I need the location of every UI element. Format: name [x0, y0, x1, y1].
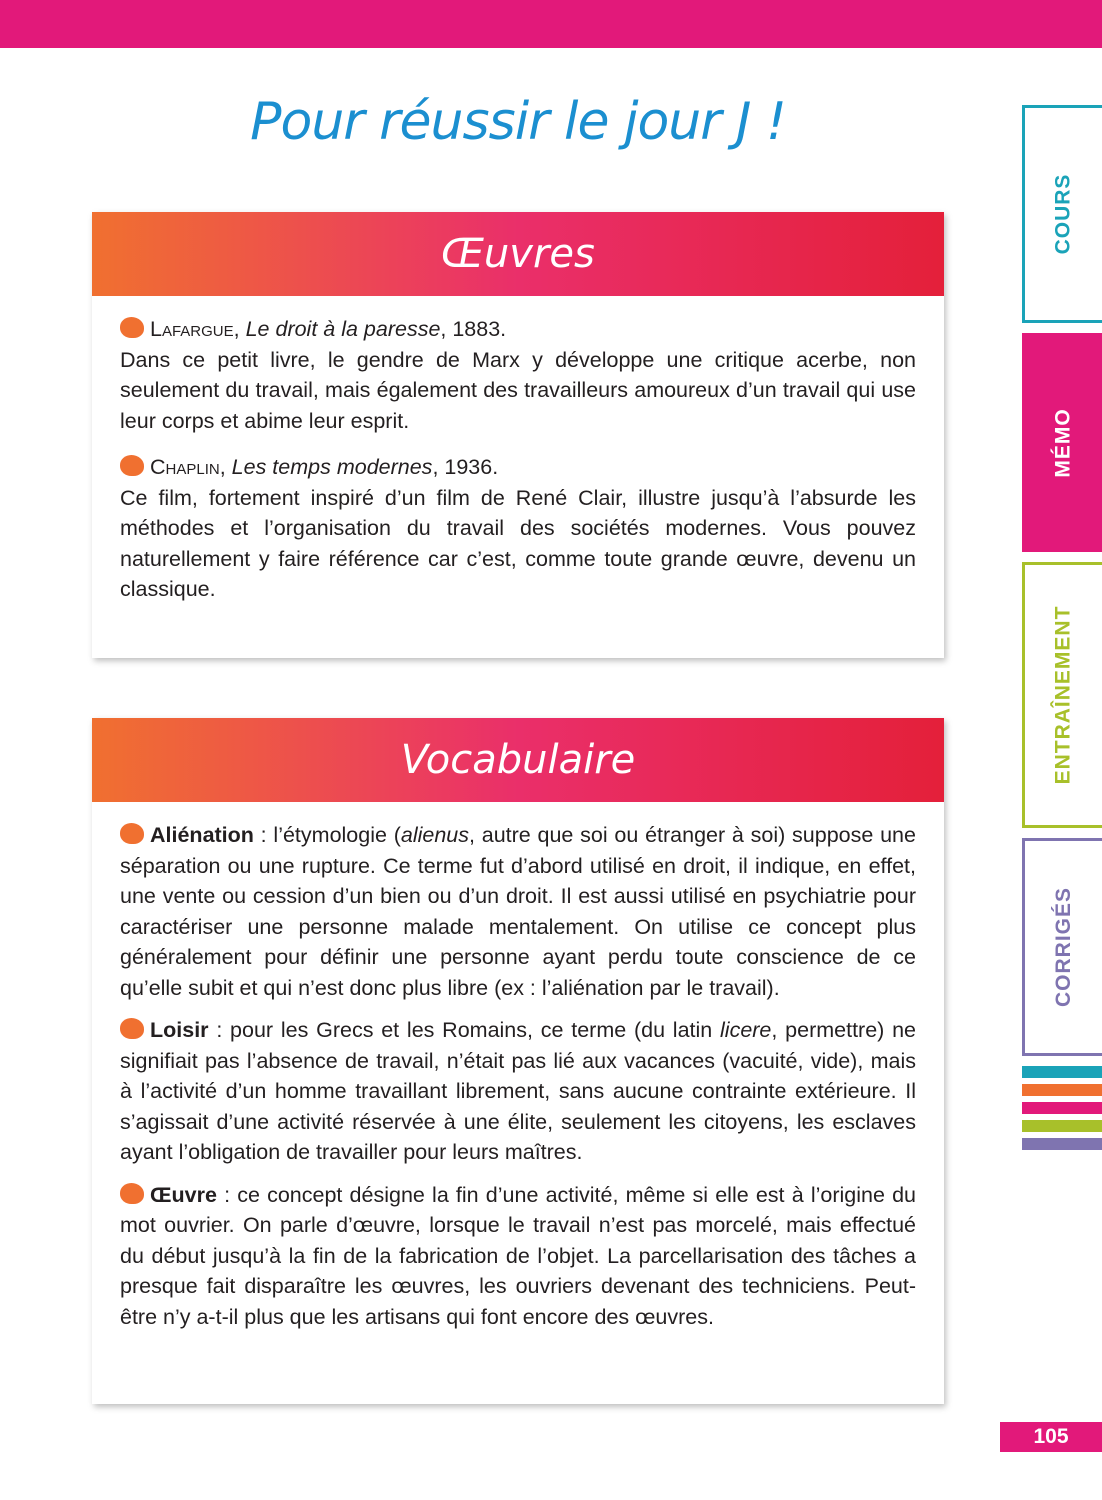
author: Chaplin	[150, 455, 220, 479]
term: Loisir	[150, 1018, 209, 1042]
description: Ce film, fortement inspiré d’un film de René Clair, illustre jusqu’à l’absurde les méthodes et l’organisation du travail des sociétés modernes. Vous pouvez naturellement y faire référence car c’est, comme toute grande œuvre, devenu un classique.	[120, 485, 916, 601]
year: , 1883.	[440, 317, 507, 341]
work-title: Le droit à la paresse	[245, 317, 441, 341]
tab-label: COURS	[1051, 173, 1075, 255]
oeuvres-box	[92, 212, 944, 658]
oeuvre-entry	[120, 452, 916, 605]
color-stripe	[1022, 1120, 1102, 1132]
definition: , autre que soi ou étranger à soi) suppose une séparation ou une rupture. Ce terme fut d’abord utilisé en droit, il indique, en effet, une vente ou cession d’un bien ou d’un droit. Il est aussi utilisé en psychiatrie pour caractériser une personne malade mentalement. On utilise ce concept plus généralement pour définir une personne ayant perdu toute conscience de ce qu’elle subit et qui n’est donc plus libre (ex : l’aliénation par le travail).	[120, 823, 916, 1000]
tab-label: CORRIGÉS	[1051, 886, 1075, 1008]
tab-corrigés[interactable]	[1022, 838, 1102, 1056]
tab-label: MÉMO	[1051, 407, 1075, 478]
vocabulaire-heading: Vocabulaire	[92, 718, 944, 802]
author: Lafargue	[150, 317, 234, 341]
tab-cours[interactable]	[1022, 105, 1102, 323]
bullet-icon	[120, 1183, 144, 1204]
separator: ,	[219, 455, 232, 479]
work-title: Les temps modernes	[231, 455, 433, 479]
vocab-entry	[120, 1180, 916, 1333]
vocab-entry	[120, 1015, 916, 1168]
color-stripe	[1022, 1102, 1102, 1114]
color-stripe	[1022, 1084, 1102, 1096]
definition: : l’étymologie (	[253, 823, 401, 847]
separator: ,	[233, 317, 246, 341]
term: Œuvre	[150, 1182, 217, 1207]
year: , 1936.	[432, 455, 499, 479]
oeuvre-entry	[120, 314, 916, 436]
top-color-bar	[0, 0, 1102, 48]
tab-label: ENTRAÎNEMENT	[1051, 605, 1075, 785]
tab-mémo[interactable]	[1022, 333, 1102, 552]
page-number: 105	[1000, 1422, 1102, 1452]
bullet-icon	[120, 455, 144, 476]
latin-word: licere	[720, 1018, 772, 1042]
definition: : pour les Grecs et les Romains, ce terme (du latin	[208, 1018, 721, 1042]
color-stripe	[1022, 1066, 1102, 1078]
description: Dans ce petit livre, le gendre de Marx y développe une critique acerbe, non seulement du travail, mais également des travailleurs amoureux d’un travail qui use leur corps et abime leur esprit.	[120, 347, 916, 433]
latin-word: alienus	[400, 823, 470, 847]
definition: , permettre) ne signifiait pas l’absence de travail, n’était pas lié aux vacances (vacuité, vide), mais à l’activité d’un homme travaillant librement, sans aucune contrainte extérieure. Il s’agissait d’une activité réservée à une élite, seulement les citoyens, les esclaves ayant l’obligation de travailler pour leurs maîtres.	[120, 1018, 916, 1164]
bullet-icon	[120, 1018, 144, 1039]
term: Aliénation	[150, 823, 254, 847]
color-stripe	[1022, 1138, 1102, 1150]
definition: : ce concept désigne la fin d’une activité, même si elle est à l’origine du mot ouvrier. On parle d’œuvre, lorsque le travail n’est pas morcelé, mais effectué du début jusqu’à la fin de la fabrication de l’objet. La parcellarisation des tâches a presque fait disparaître les œuvres, les ouvriers devenant des techniciens. Peut-être n’y a-t-il plus que les artisans qui font encore des œuvres.	[120, 1182, 916, 1329]
vocab-entry	[120, 820, 916, 1003]
bullet-icon	[120, 823, 144, 844]
bullet-icon	[120, 317, 144, 338]
oeuvres-heading: Œuvres	[92, 212, 944, 296]
tab-entraînement[interactable]	[1022, 562, 1102, 828]
page-title: Pour réussir le jour J !	[250, 92, 786, 152]
vocabulaire-box	[92, 718, 944, 1404]
